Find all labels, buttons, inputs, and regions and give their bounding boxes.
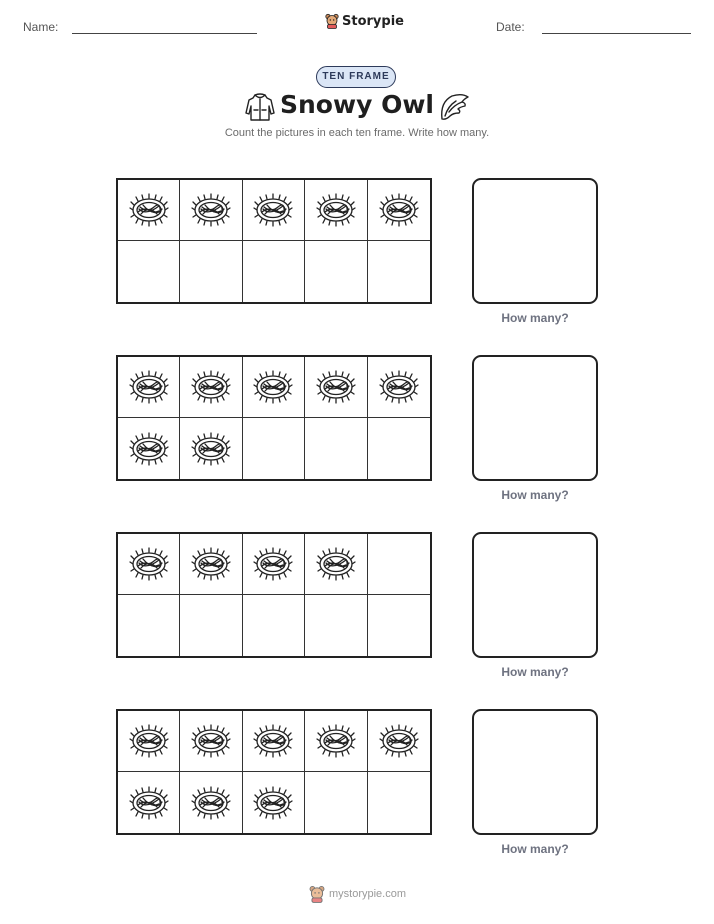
- nest-icon: [379, 721, 419, 761]
- nest-icon: [191, 429, 231, 469]
- answer-box[interactable]: [472, 709, 598, 835]
- bear-icon: [309, 885, 325, 903]
- ten-frame-cell: [118, 418, 180, 479]
- ten-frame-cell: [118, 180, 180, 241]
- ten-frame-cell: [243, 711, 305, 772]
- ten-frame-cell: [118, 772, 180, 833]
- ten-frame-cell: [118, 357, 180, 418]
- jacket-icon: [244, 91, 276, 123]
- date-line[interactable]: [542, 33, 691, 34]
- brand-name: Storypie: [342, 13, 404, 29]
- ten-frame-cell: [305, 534, 367, 595]
- ten-frame-cell: [118, 711, 180, 772]
- ten-frame-badge: TEN FRAME: [316, 66, 396, 88]
- ten-frame: [116, 355, 432, 481]
- how-many-label: How many?: [501, 665, 569, 679]
- name-line[interactable]: [72, 33, 257, 34]
- how-many-label: How many?: [501, 842, 569, 856]
- nest-icon: [316, 544, 356, 584]
- how-many-label: How many?: [501, 311, 569, 325]
- nest-icon: [191, 367, 231, 407]
- nest-icon: [379, 367, 419, 407]
- nest-icon: [191, 544, 231, 584]
- ten-frame-cell: [305, 418, 367, 479]
- nest-icon: [129, 721, 169, 761]
- nest-icon: [253, 783, 293, 823]
- ten-frame-cell: [368, 241, 430, 302]
- ten-frame-cell: [368, 534, 430, 595]
- ten-frame-cell: [180, 241, 242, 302]
- nest-icon: [316, 721, 356, 761]
- nest-icon: [316, 190, 356, 230]
- nest-icon: [191, 783, 231, 823]
- nest-icon: [253, 367, 293, 407]
- nest-icon: [379, 190, 419, 230]
- ten-frame: [116, 532, 432, 658]
- wing-icon: [438, 92, 470, 122]
- instructions: Count the pictures in each ten frame. Write how many.: [224, 127, 490, 139]
- nest-icon: [129, 783, 169, 823]
- nest-icon: [129, 367, 169, 407]
- nest-icon: [129, 429, 169, 469]
- ten-frame-cell: [180, 357, 242, 418]
- ten-frame-cell: [180, 418, 242, 479]
- ten-frame-cell: [243, 534, 305, 595]
- nest-icon: [129, 544, 169, 584]
- nest-icon: [253, 544, 293, 584]
- page-title: Snowy Owl: [280, 90, 434, 119]
- ten-frame-cell: [243, 418, 305, 479]
- answer-box[interactable]: [472, 532, 598, 658]
- ten-frame-cell: [368, 772, 430, 833]
- ten-frame-cell: [118, 595, 180, 656]
- ten-frame-cell: [243, 772, 305, 833]
- ten-frame-cell: [368, 711, 430, 772]
- ten-frame-cell: [118, 534, 180, 595]
- ten-frame-cell: [180, 595, 242, 656]
- bear-icon: [325, 13, 339, 29]
- brand-logo: [325, 13, 404, 29]
- ten-frame: [116, 709, 432, 835]
- ten-frame-cell: [305, 595, 367, 656]
- ten-frame-cell: [305, 711, 367, 772]
- answer-box[interactable]: [472, 355, 598, 481]
- how-many-label: How many?: [501, 488, 569, 502]
- name-label: Name:: [23, 20, 59, 34]
- date-label: Date:: [496, 20, 525, 34]
- ten-frame-cell: [368, 180, 430, 241]
- ten-frame-cell: [243, 357, 305, 418]
- ten-frame-cell: [305, 772, 367, 833]
- footer: [309, 885, 406, 903]
- ten-frame-cell: [180, 772, 242, 833]
- ten-frame-cell: [368, 595, 430, 656]
- nest-icon: [191, 721, 231, 761]
- ten-frame-cell: [180, 534, 242, 595]
- ten-frame-cell: [243, 241, 305, 302]
- ten-frame-cell: [180, 711, 242, 772]
- ten-frame: [116, 178, 432, 304]
- ten-frame-cell: [368, 357, 430, 418]
- nest-icon: [129, 190, 169, 230]
- ten-frame-cell: [243, 180, 305, 241]
- nest-icon: [253, 721, 293, 761]
- ten-frame-cell: [305, 241, 367, 302]
- ten-frame-cell: [305, 357, 367, 418]
- ten-frame-cell: [180, 180, 242, 241]
- footer-url: mystorypie.com: [329, 888, 407, 900]
- nest-icon: [316, 367, 356, 407]
- ten-frame-cell: [118, 241, 180, 302]
- nest-icon: [191, 190, 231, 230]
- ten-frame-cell: [243, 595, 305, 656]
- answer-box[interactable]: [472, 178, 598, 304]
- ten-frame-cell: [368, 418, 430, 479]
- ten-frame-cell: [305, 180, 367, 241]
- worksheet-header: [0, 0, 714, 50]
- nest-icon: [253, 190, 293, 230]
